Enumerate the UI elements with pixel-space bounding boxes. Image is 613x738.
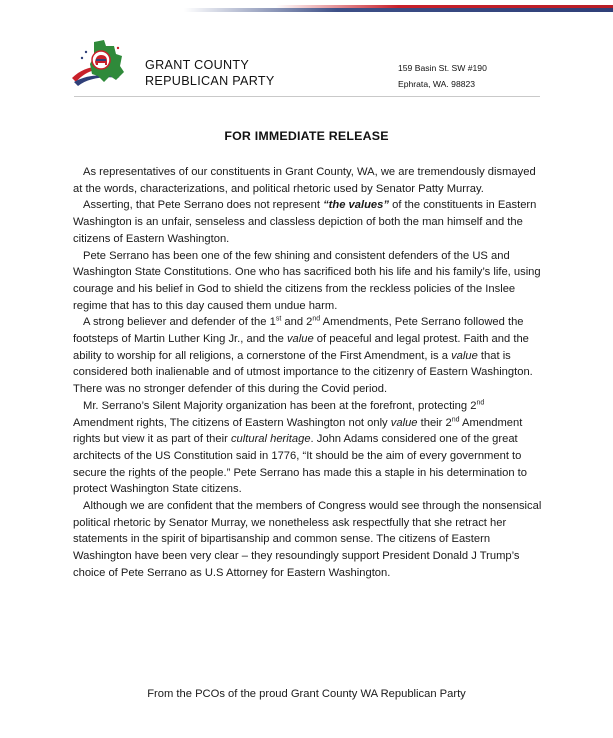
- emphasis-value: value: [390, 416, 418, 429]
- paragraph-2: [73, 197, 543, 247]
- emphasis-cultural-heritage: cultural heritage: [230, 433, 311, 446]
- address-line2: Ephrata, WA. 98823: [398, 79, 476, 89]
- release-body: [73, 164, 543, 582]
- ordinal-superscript: nd: [312, 315, 321, 323]
- paragraph-5: [73, 398, 543, 498]
- paragraph-4-text: and 2: [281, 316, 313, 329]
- paragraph-4-text: A strong believer and defender of the 1: [83, 316, 276, 329]
- ordinal-superscript: nd: [451, 415, 460, 423]
- org-address: [398, 60, 487, 92]
- release-title: FOR IMMEDIATE RELEASE: [224, 129, 389, 143]
- paragraph-5-text: . John Adams considered one of the great architects of the US Constitution said in 1776, “It should be the aim of every government to secure the rights of the people.” Pete Serrano has made this a staple in his determination to protect Washington State citizens.: [73, 433, 527, 496]
- party-logo-icon: [70, 36, 130, 92]
- emphasis-the-values: “the values”: [323, 199, 389, 212]
- paragraph-1: As representatives of our constituents in Grant County, WA, we are tremendously dismayed at the words, characterizations, and political rhetoric used by Senator Patty Murray.: [73, 166, 536, 195]
- address-line1: 159 Basin St. SW #190: [398, 63, 487, 73]
- org-name: [145, 57, 275, 89]
- paragraph-4-text: of peaceful and legal protest. Faith and the ability to worship for all religions, a cornerstone of the First Amendment, is a: [73, 333, 529, 362]
- emphasis-value: value: [286, 333, 314, 346]
- ordinal-superscript: nd: [476, 399, 485, 407]
- paragraph-2-text: Asserting, that Pete Serrano does not represent: [83, 199, 324, 212]
- ordinal-superscript: st: [275, 315, 282, 323]
- paragraph-5-text: Mr. Serrano’s Silent Majority organization has been at the forefront, protecting 2: [83, 399, 477, 412]
- header-divider: [74, 96, 540, 97]
- paragraph-2-text-end: of the constituents in Eastern Washington is an unfair, senseless and classless depiction of both the man himself and the citizens of Eastern Washington.: [73, 199, 537, 245]
- emphasis-value: value: [451, 349, 478, 362]
- paragraph-6: Although we are confident that the members of Congress would see through the nonsensical political rhetoric by Senator Murray, we nonetheless ask respectfully that she retract her statements in the spirit of bipartisanship and common sense. The citizens of Eastern Washington have been very clear – they resoundingly support President Donald J Trump’s choice of Pete Serrano as U.S Attorney for Eastern Washington.: [73, 500, 542, 579]
- closing-line: From the PCOs of the proud Grant County WA Republican Party: [147, 688, 466, 700]
- paragraph-5-text: Amendment rights, The citizens of Eastern Washington not only: [73, 416, 391, 429]
- paragraph-5-text: Amendment rights but view it as part of their: [73, 416, 523, 446]
- org-name-line2: REPUBLICAN PARTY: [145, 74, 275, 88]
- paragraph-4-text: that is considered both inalienable and of utmost importance to the citizenry of Eastern Washington. There was no stronger defender of this during the Covid period.: [73, 349, 533, 396]
- top-color-band: [0, 0, 613, 14]
- paragraph-3: Pete Serrano has been one of the few shining and consistent defenders of the US and Washington State Constitutions. One who has sacrificed both his life and his family’s life, using courage and his belief in God to shield the citizens from the reckless policies of the Inslee regime that has to this day caused them undue harm.: [73, 249, 541, 312]
- paragraph-5-text: their 2: [417, 416, 452, 429]
- paragraph-4: [73, 314, 543, 398]
- paragraph-4-text: Amendments, Pete Serrano followed the footsteps of Martin Luther King Jr., and the: [73, 316, 524, 346]
- blue-stripe: [0, 8, 613, 12]
- org-name-line1: GRANT COUNTY: [145, 58, 250, 72]
